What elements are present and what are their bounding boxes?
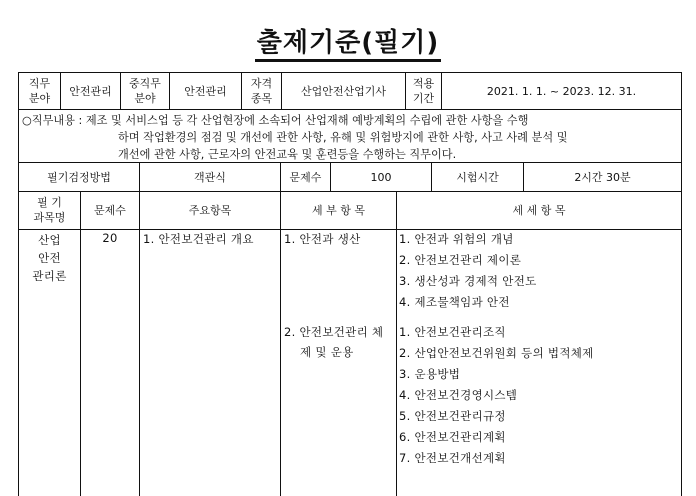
period-value: 2021. 1. 1. ~ 2023. 12. 31. <box>486 84 637 98</box>
mid-field-value: 안전관리 <box>170 73 242 109</box>
time-value: 2시간 30분 <box>574 170 631 184</box>
detail-item: 2. 산업안전보건위원회 등의 법적체제 <box>399 346 594 360</box>
duty-description <box>19 109 681 163</box>
count-label: 문제수 <box>281 163 331 191</box>
cert-value: 산업안전산업기사 <box>282 73 406 109</box>
detail-item: 3. 운용방법 <box>399 367 461 381</box>
job-field-value: 안전관리 <box>61 73 121 109</box>
detail-item: 2. 안전보건관리 제이론 <box>399 253 522 267</box>
duty-line-3: 개선에 관한 사항, 근로자의 안전교육 및 훈련등을 수행하는 직무이다. <box>118 148 457 161</box>
subject-name: 산업 안전 관리론 <box>32 233 67 283</box>
time-label: 시험시간 <box>432 163 524 191</box>
duty-line-2: 하며 작업환경의 점검 및 개선에 관한 사항, 유해 및 위험방지에 관한 사항, 사고 사례 분석 및 <box>118 131 568 144</box>
method-label: 필기검정방법 <box>19 163 140 191</box>
detail-item: 4. 제조물책임과 안전 <box>399 295 510 309</box>
column-header-row <box>19 191 681 230</box>
subject-count: 20 <box>102 231 118 245</box>
count-value: 100 <box>331 163 432 191</box>
method-value: 객관식 <box>140 163 281 191</box>
sub-item-2-line-1: 2. 안전보건관리 체 <box>284 325 384 339</box>
cert-label: 자격 종목 <box>242 73 282 109</box>
col-sub-item: 세 부 항 목 <box>281 191 397 229</box>
detail-item: 4. 안전보건경영시스템 <box>399 388 518 402</box>
duty-line-1: 제조 및 서비스업 등 각 산업현장에 소속되어 산업재해 예방계획의 수립에 관한 사항을 수행 <box>85 114 529 127</box>
main-item-cell <box>140 229 281 496</box>
exam-criteria-table <box>18 72 682 496</box>
col-detail-item: 세 세 항 목 <box>512 203 566 217</box>
detail-item: 1. 안전보건관리조직 <box>399 325 506 339</box>
subject-count-cell <box>81 229 140 496</box>
col-subject: 필 기 과목명 <box>19 191 81 229</box>
duty-label: ○직무내용 : <box>22 114 86 127</box>
sub-item-2-line-2: 제 및 운용 <box>300 345 354 359</box>
col-count: 문제수 <box>81 191 140 229</box>
exam-method-row <box>19 163 681 192</box>
header-row <box>19 73 681 110</box>
sub-item-1: 1. 안전과 생산 <box>284 232 361 246</box>
col-main-item: 주요항목 <box>140 191 281 229</box>
mid-field-label: 중직무 분야 <box>121 73 170 109</box>
detail-item: 5. 안전보건관리규정 <box>399 409 506 423</box>
period-label: 적용 기간 <box>406 73 442 109</box>
detail-item-cell <box>397 229 681 496</box>
detail-item: 6. 안전보건관리계획 <box>399 430 506 444</box>
job-field-label: 직무 분야 <box>19 73 61 109</box>
subject-body <box>19 229 681 496</box>
subject-name-cell <box>19 229 81 496</box>
page-title: 출제기준(필기) <box>0 22 696 59</box>
detail-item: 1. 안전과 위험의 개념 <box>399 232 514 246</box>
detail-item: 3. 생산성과 경제적 안전도 <box>399 274 537 288</box>
main-item: 1. 안전보건관리 개요 <box>143 232 254 246</box>
sub-item-cell <box>281 229 397 496</box>
detail-item: 7. 안전보건개선계획 <box>399 451 506 465</box>
